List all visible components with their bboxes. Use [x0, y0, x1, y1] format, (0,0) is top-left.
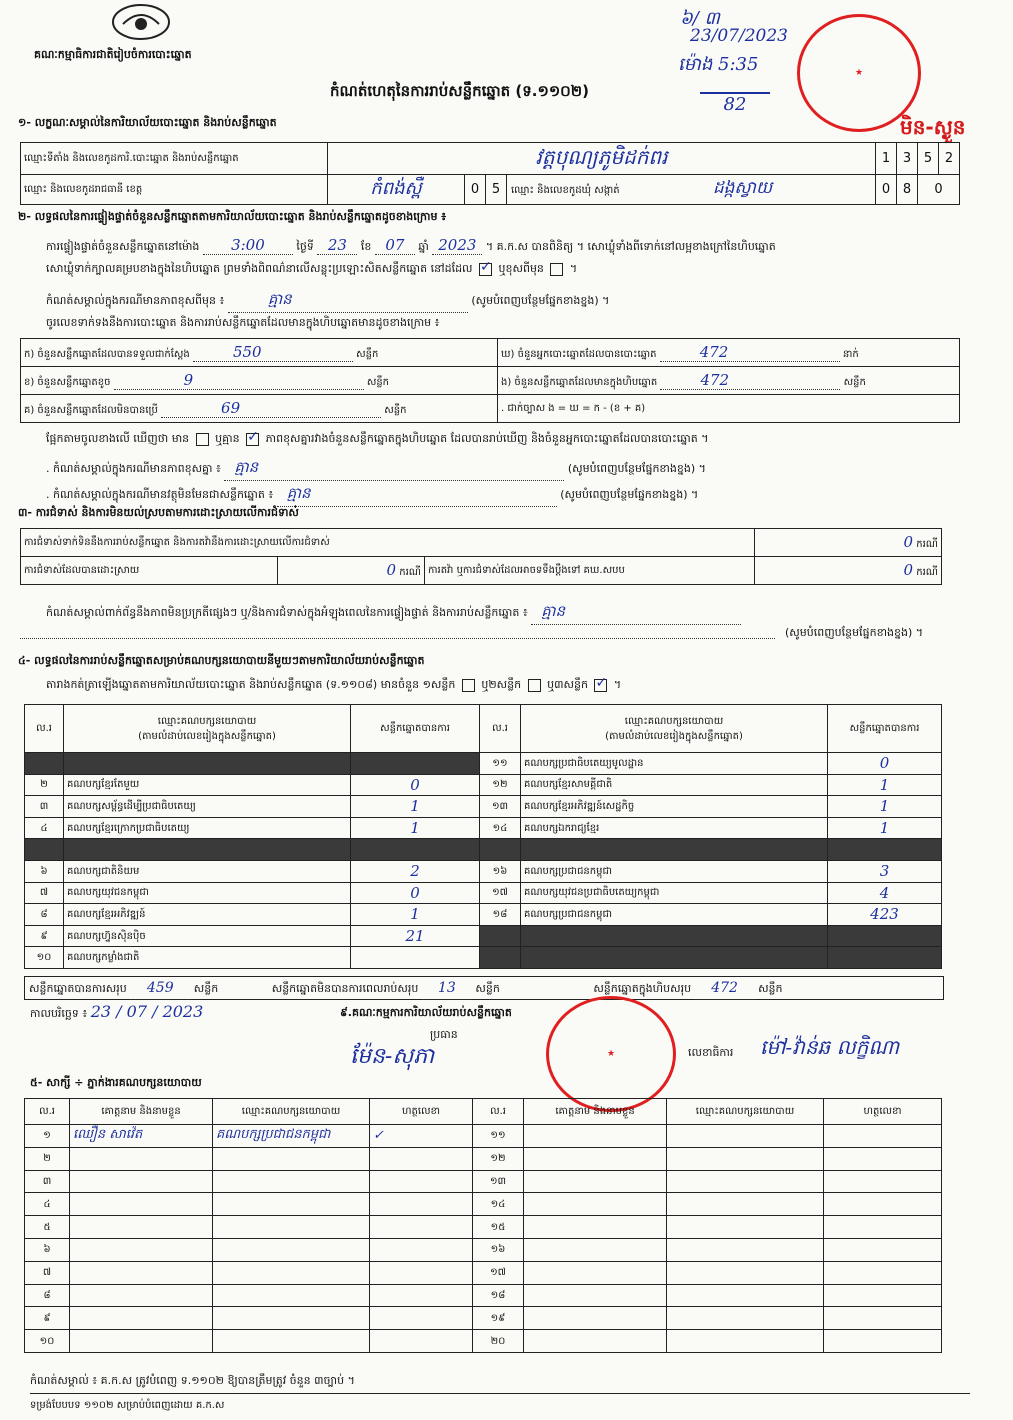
verification-year: 2023 [432, 236, 482, 255]
witness-party-cell: គណបក្សប្រជាជនកម្ពុជា [213, 1125, 370, 1148]
foreign-object-note-line [46, 484, 698, 507]
voters-value: 472 [660, 343, 840, 362]
witness-no-cell: ១៨ [473, 1284, 524, 1307]
difference-note-line [46, 290, 609, 313]
party-votes-cell: 3 [828, 860, 942, 882]
party-name-cell [521, 839, 828, 861]
party-votes-cell [351, 947, 480, 969]
party-votes-cell: 1 [828, 796, 942, 818]
total-invalid-label: សន្លឹកឆ្នោតមិនបានការពេលរាប់សរុប [271, 982, 419, 995]
party-votes-cell: 1 [828, 817, 942, 839]
party-votes-cell: 0 [828, 753, 942, 775]
witness-col-no: ល.រ [25, 1099, 70, 1125]
witness-signature-cell [824, 1147, 942, 1170]
page-title: កំណត់ហេតុនៃការរាប់សន្លឹកឆ្នោត (ទ.១១០២) [330, 82, 590, 100]
party-name-cell: គណបក្សខ្មែរអភិវឌ្ឍន៍សេដ្ឋកិច្ច [521, 796, 828, 818]
section2-heading: ២- លទ្ធផលនៃការផ្ទៀងផ្ទាត់ចំនួនសន្លឹកឆ្នោតតាមការិយាល័យបោះឆ្នោត និងរាប់សន្លឹកឆ្នោតដូចខាងក្រោម ៖ [18, 210, 447, 223]
party-name-cell: គណបក្សយុវជនកម្ពុជា [64, 882, 351, 904]
witness-name-cell [70, 1307, 213, 1330]
witness-name-cell [70, 1170, 213, 1193]
witness-party-cell [667, 1307, 824, 1330]
party-row [25, 774, 942, 796]
party-votes-cell: 1 [351, 817, 480, 839]
witness-party-cell [213, 1261, 370, 1284]
party-votes-cell [828, 839, 942, 861]
witness-name-cell [524, 1261, 667, 1284]
witness-no-cell: ៤ [25, 1193, 70, 1216]
witness-party-cell [213, 1170, 370, 1193]
party-votes-cell [351, 839, 480, 861]
witness-signature-cell: ✓ [370, 1125, 473, 1148]
total-box-value: 472 [695, 977, 755, 1000]
secretary-label: លេខាធិការ [688, 1046, 734, 1059]
party-name-cell: គណបក្សខ្មែរតែមួយ [64, 774, 351, 796]
voters-row: ឃ) ចំនួនអ្នកបោះឆ្នោតដែលបានបោះឆ្នោត 472 នាក់ [498, 339, 960, 367]
witness-party-cell [213, 1193, 370, 1216]
irregularities-value: គ្មាន [531, 602, 741, 625]
witness-no-cell: ២ [25, 1147, 70, 1170]
party-name-cell: គណបក្សខ្មែរអភិវឌ្ឍន៍ [64, 904, 351, 926]
verification-time: 3:00 [203, 236, 293, 255]
witness-no-cell: ៩ [25, 1307, 70, 1330]
witness-signature-cell [824, 1307, 942, 1330]
witness-row [25, 1125, 942, 1148]
two-sheets-checkbox[interactable] [528, 679, 541, 692]
witness-name-cell: ឈឿន សាវ៉េត [70, 1125, 213, 1148]
witness-signature-cell [824, 1330, 942, 1353]
report-date-value: 23 / 07 / 2023 [90, 1002, 204, 1021]
party-votes-cell [828, 925, 942, 947]
witness-no-cell: ១៥ [473, 1216, 524, 1239]
witness-party-cell [213, 1307, 370, 1330]
appeal-value: 0 [903, 561, 914, 579]
resolved-label: ការជំទាស់ដែលបានដោះស្រាយ [21, 557, 278, 585]
party-no-cell [480, 839, 521, 861]
footer-divider [30, 1393, 970, 1394]
discrepancy-note-value: គ្មាន [224, 458, 564, 481]
party-name-cell: គណបក្សកម្លាំងជាតិ [64, 947, 351, 969]
ballot-figures-table [20, 338, 960, 423]
party-name-cell: គណបក្សខ្មែរក្រោកប្រជាធិបតេយ្យ [64, 817, 351, 839]
witness-signature-cell [370, 1284, 473, 1307]
box-ballots-value: 472 [660, 371, 840, 390]
party-name-cell: គណបក្សសម្ព័ន្ធដើម្បីប្រជាធិបតេយ្យ [64, 796, 351, 818]
party-name-cell: គណបក្សខ្មែរសាមគ្គីជាតិ [521, 774, 828, 796]
witness-col-name: គោត្តនាម និងនាមខ្លួន [524, 1099, 667, 1125]
witness-no-cell: ១៣ [473, 1170, 524, 1193]
party-no-cell [25, 839, 64, 861]
witness-party-cell [667, 1125, 824, 1148]
chair-label: ប្រធាន [430, 1028, 458, 1041]
witness-name-cell [524, 1307, 667, 1330]
witness-name-cell [70, 1238, 213, 1261]
spoiled-ballots-value: 9 [114, 371, 364, 390]
difference-note-value: គ្មាន [228, 290, 468, 313]
section5-heading: ៥- សាក្សី ÷ ភ្នាក់ងារគណបក្សនយោបាយ [30, 1076, 202, 1089]
commune-name: ដង្កស្វាយ [712, 178, 773, 198]
resolved-count: 0 ករណី [278, 557, 425, 585]
witness-party-cell [213, 1330, 370, 1353]
commune-code-digit: 8 [897, 175, 918, 205]
office-code-digit: 5 [918, 143, 939, 175]
witness-signature-cell [370, 1261, 473, 1284]
witness-name-cell [70, 1330, 213, 1353]
witness-no-cell: ២០ [473, 1330, 524, 1353]
discrepancy-yes-checkbox[interactable] [196, 433, 209, 446]
verification-text: ។ គ.ក.ស បានពិនិត្យ ។ សោឃ្លុំទាំងពីទោក់នៅលម្អខាងក្រៅនៃហិបឆ្នោត [485, 240, 776, 253]
verification-day: 23 [317, 236, 357, 255]
witness-name-cell [524, 1170, 667, 1193]
party-row [25, 904, 942, 926]
witness-name-cell [70, 1193, 213, 1216]
province-label: ឈ្មោះ និងលេខកូដរាជធានី ខេត្ត [21, 175, 328, 205]
witness-row [25, 1330, 942, 1353]
party-row [25, 817, 942, 839]
party-no-cell: ១៦ [480, 860, 521, 882]
party-row [25, 947, 942, 969]
section3-heading: ៣- ការជំទាស់ និងការមិនយល់ស្របតាមការដោះស្រាយលើការជំទាស់ [18, 506, 299, 519]
witness-signature-cell [824, 1193, 942, 1216]
witness-party-cell [667, 1216, 824, 1239]
party-name-cell: គណបក្សប្រជាជនកម្ពុជា [521, 904, 828, 926]
discrepancy-text: ភាពខុសគ្នារវាងចំនួនសន្លឹកឆ្នោតក្នុងហិបឆ្នោត ដែលបានរាប់ឃើញ និងចំនួនអ្នកបោះឆ្នោតដែលបានបោះឆ្នោត ។ [265, 432, 709, 445]
witness-party-cell [213, 1216, 370, 1239]
witness-name-cell [70, 1216, 213, 1239]
col-no-header: ល.រ [480, 705, 521, 753]
total-box-label: សន្លឹកឆ្នោតក្នុងហិបសរុប [593, 982, 692, 995]
party-row [25, 796, 942, 818]
party-votes-cell [351, 753, 480, 775]
party-no-cell: ៣ [25, 796, 64, 818]
witness-row [25, 1170, 942, 1193]
witness-signature-cell [370, 1193, 473, 1216]
discrepancy-note-line [46, 458, 706, 481]
party-name-cell: គណបក្សប្រជាជនកម្ពុជា [521, 860, 828, 882]
corner-note-2: 23/07/2023 [690, 26, 788, 46]
count-committee-label: ៩.គណៈកម្មការការិយាល័យរាប់សន្លឹកឆ្នោត [340, 1006, 512, 1019]
witness-party-cell [213, 1238, 370, 1261]
witness-row [25, 1307, 942, 1330]
foreign-object-note-suffix: (សូមបំពេញបន្ថែមផ្នែកខាងខ្នង) ។ [560, 488, 699, 501]
col-votes-header: សន្លឹកឆ្នោតបានការ [828, 705, 942, 753]
witness-signature-cell [370, 1216, 473, 1239]
party-votes-cell: 1 [828, 774, 942, 796]
party-no-cell: ១៧ [480, 882, 521, 904]
witness-party-cell [667, 1193, 824, 1216]
party-table-header [25, 705, 942, 753]
resolved-value: 0 [386, 561, 397, 579]
party-no-cell: ១១ [480, 753, 521, 775]
party-no-cell: ៨ [25, 904, 64, 926]
witness-name-cell [524, 1216, 667, 1239]
party-votes-cell: 0 [351, 774, 480, 796]
corner-note-3: ម៉ោង 5:35 [678, 54, 759, 75]
witness-no-cell: ១០ [25, 1330, 70, 1353]
witness-col-no: ល.រ [473, 1099, 524, 1125]
party-votes-cell: 0 [351, 882, 480, 904]
col-party-header: ឈ្មោះគណបក្សនយោបាយ (តាមលំដាប់លេខរៀងក្នុងសន្លឹកឆ្នោត) [64, 705, 351, 753]
party-row [25, 925, 942, 947]
report-date-label: កាលបរិច្ឆេទ ៖ [30, 1007, 88, 1020]
witness-party-cell [667, 1147, 824, 1170]
witness-party-cell [667, 1330, 824, 1353]
two-sheets-label: ឬ២សន្លឹក [481, 678, 522, 691]
unused-ballots-row: គ) ចំនួនសន្លឹកឆ្នោតដែលមិនបានប្រើ 69 សន្លឹក [21, 395, 498, 423]
witness-row [25, 1147, 942, 1170]
party-name-cell: គណបក្សហ្វ៊ុនស៊ិនប៉ិច [64, 925, 351, 947]
commune-label: ឈ្មោះ និងលេខកូដឃុំ សង្កាត់ [511, 185, 620, 196]
secretary-signature: ម៉ៅ-វ៉ាន់ឆ លក្ខិណា [760, 1035, 900, 1059]
witness-no-cell: ១៤ [473, 1193, 524, 1216]
party-no-cell [480, 947, 521, 969]
ballot-figures-intro: ចូរលេខទាក់ទងនឹងការបោះឆ្នោត និងការរាប់សន្លឹកឆ្នោតដែលមានក្នុងហិបឆ្នោតមានដូចខាងក្រោម ៖ [46, 316, 440, 329]
received-ballots-value: 550 [193, 343, 353, 362]
tally-sheet-label: តារាងកត់ត្រាឡើងឆ្នោតតាមការិយាល័យបោះឆ្នោត និងរាប់សន្លឹកឆ្នោត (ទ.១១០៨) មានចំនួន ១សន្លឹក [46, 678, 456, 691]
office-id-table [20, 142, 960, 205]
party-votes-cell: 423 [828, 904, 942, 926]
witness-col-name: គោត្តនាម និងនាមខ្លួន [70, 1099, 213, 1125]
witness-row [25, 1261, 942, 1284]
party-no-cell: ២ [25, 774, 64, 796]
corner-note-1: ៦/ ៣ [680, 8, 720, 29]
witness-party-cell [667, 1238, 824, 1261]
party-votes-cell: 2 [351, 860, 480, 882]
party-name-cell [64, 753, 351, 775]
total-invalid-value: 13 [422, 977, 472, 1000]
commune-code-digit: 0 [918, 175, 960, 205]
seal-check-line: សោឃ្លុំទាក់ក្បាលគម្របខាងក្នុងនៃហិបឆ្នោត ព្រមទាំងពិពណ៌នាលើសន្លុះប្រឡោះសិតសន្លឹកឆ្នោត នៅដដែល ✓ ឬខុសពីមុន ។ [46, 262, 577, 278]
witness-table [24, 1098, 942, 1353]
office-name: វត្តបុណ្យភូមិដក់ពរ [328, 143, 876, 175]
difference-note-suffix: (សូមបំពេញបន្ថែមផ្នែកខាងខ្នង) ។ [471, 294, 610, 307]
changed-checkbox[interactable] [550, 263, 563, 276]
witness-signature-cell [824, 1284, 942, 1307]
box-ballots-row: ង) ចំនួនសន្លឹកឆ្នោតដែលមានក្នុងហិបឆ្នោត 472 សន្លឹក [498, 367, 960, 395]
witness-signature-cell [370, 1307, 473, 1330]
unused-ballots-value: 69 [161, 399, 381, 418]
totals-line: សន្លឹកឆ្នោតបានការសរុប 459 សន្លឹក សន្លឹកឆ្នោតមិនបានការពេលរាប់សរុប 13 សន្លឹក សន្លឹកឆ្នោតក្នុងហិបសរុប 472 សន្លឹក [24, 976, 944, 1000]
witness-row [25, 1193, 942, 1216]
verification-time-line [46, 236, 776, 256]
party-name-cell: គណបក្សយុវជនប្រជាធិបតេយ្យកម្ពុជា [521, 882, 828, 904]
discrepancy-note-suffix: (សូមបំពេញបន្ថែមផ្នែកខាងខ្នង) ។ [567, 462, 706, 475]
witness-signature-cell [824, 1216, 942, 1239]
witness-no-cell: ១២ [473, 1147, 524, 1170]
witness-name-cell [524, 1238, 667, 1261]
witness-signature-cell [824, 1170, 942, 1193]
witness-no-cell: ៧ [25, 1261, 70, 1284]
witness-no-cell: ៥ [25, 1216, 70, 1239]
discrepancy-yes-label: ផ្អែកតាមចូលខាងលើ ឃើញថា មាន [46, 432, 190, 445]
party-votes-cell [828, 947, 942, 969]
party-votes-cell: 4 [828, 882, 942, 904]
witness-no-cell: ៨ [25, 1284, 70, 1307]
province-name: កំពង់ស្ពឺ [328, 175, 465, 205]
irregularities-label: កំណត់សម្គាល់ពាក់ព័ន្ធនឹងភាពមិនប្រក្រតីផ្សេងៗ ឬ/និងការជំទាស់ក្នុងអំឡុងពេលនៃការផ្ទៀងផ្ទាត់ និងការរាប់សន្លឹកឆ្នោត ៖ [46, 606, 528, 619]
witness-signature-cell [824, 1238, 942, 1261]
irregularities-suffix: (សូមបំពេញបន្ថែមផ្នែកខាងខ្នង) ។ [785, 626, 924, 639]
year-label: ឆ្នាំ [418, 240, 429, 253]
witness-name-cell [70, 1147, 213, 1170]
witness-signature-cell [370, 1238, 473, 1261]
foreign-object-note-value: គ្មាន [277, 484, 557, 507]
party-votes-cell: 1 [351, 904, 480, 926]
office-code-digit: 2 [939, 143, 960, 175]
party-no-cell: ៩ [25, 925, 64, 947]
commune-field [507, 175, 876, 205]
col-party-header: ឈ្មោះគណបក្សនយោបាយ (តាមលំដាប់លេខរៀងក្នុងសន្លឹកឆ្នោត) [521, 705, 828, 753]
section4-heading: ៤- លទ្ធផលនៃការរាប់សន្លឹកឆ្នោតសម្រាប់គណបក្សនយោបាយនីមួយៗតាមការិយាល័យរាប់សន្លឹកឆ្នោត [18, 654, 425, 667]
party-votes-cell: 1 [351, 796, 480, 818]
witness-col-party: ឈ្មោះគណបក្សនយោបាយ [667, 1099, 824, 1125]
witness-name-cell [524, 1147, 667, 1170]
report-date-line [30, 1002, 203, 1023]
witness-party-cell [667, 1284, 824, 1307]
complaints-label: ការជំទាស់ទាក់ទិននឹងការរាប់សន្លឹកឆ្នោត និងការតវ៉ានឹងការដោះស្រាយលើការជំទាស់ [21, 529, 755, 557]
party-name-cell: គណបក្សជាតិនិយម [64, 860, 351, 882]
province-code-digit: 0 [465, 175, 486, 205]
party-results-table [24, 704, 942, 969]
witness-col-signature: ហត្ថលេខា [370, 1099, 473, 1125]
seal-check-text: សោឃ្លុំទាក់ក្បាលគម្របខាងក្នុងនៃហិបឆ្នោត ព្រមទាំងពិពណ៌នាលើសន្លុះប្រឡោះសិតសន្លឹកឆ្នោត នៅដដែល [46, 262, 473, 275]
appeal-count: 0 ករណី [755, 557, 942, 585]
irregularities-continuation [20, 628, 775, 639]
witness-row [25, 1238, 942, 1261]
party-no-cell: ១០ [25, 947, 64, 969]
commune-seal-icon: ★ [797, 14, 921, 132]
complaints-table [20, 528, 942, 585]
party-no-cell [480, 925, 521, 947]
witness-col-party: ឈ្មោះគណបក្សនយោបាយ [213, 1099, 370, 1125]
office-seal-icon: ★ [546, 996, 676, 1112]
witness-party-cell [213, 1147, 370, 1170]
province-code-digit: 5 [486, 175, 507, 205]
party-row [25, 882, 942, 904]
difference-note-label: កំណត់សម្គាល់ក្នុងករណីមានភាពខុសពីមុន ៖ [46, 294, 225, 307]
corner-mark: 82 [700, 92, 770, 115]
discrepancy-check-line [46, 432, 708, 448]
witness-party-cell [667, 1261, 824, 1284]
party-row [25, 753, 942, 775]
party-name-cell [521, 925, 828, 947]
party-name-cell [64, 839, 351, 861]
witness-no-cell: ១៦ [473, 1238, 524, 1261]
col-votes-header: សន្លឹកឆ្នោតបានការ [351, 705, 480, 753]
discrepancy-note-label: . កំណត់សម្គាល់ក្នុងករណីមានភាពខុសគ្នា ៖ [46, 462, 221, 475]
formula-row: . ជាក់ច្បាស ង = ឃ = ក - (ខ + គ) [498, 395, 960, 423]
complaints-value: 0 [903, 533, 914, 551]
witness-name-cell [524, 1193, 667, 1216]
spoiled-ballots-row: ខ) ចំនួនសន្លឹកឆ្នោតខូច 9 សន្លឹក [21, 367, 498, 395]
unchanged-checkbox[interactable] [479, 263, 492, 276]
witness-header [25, 1099, 942, 1125]
witness-name-cell [524, 1125, 667, 1148]
party-row [25, 860, 942, 882]
section1-heading: ១- លក្ខណៈសម្គាល់នៃការិយាល័យបោះឆ្នោត និងរាប់សន្លឹកឆ្នោត [18, 116, 277, 129]
witness-party-cell [213, 1284, 370, 1307]
chair-signature: ម៉ែន-សុភា [350, 1044, 435, 1069]
party-name-cell [521, 947, 828, 969]
irregularities-line [46, 602, 741, 625]
day-label: ថ្ងៃទី [296, 240, 314, 253]
witness-name-cell [524, 1284, 667, 1307]
witness-signature-cell [370, 1330, 473, 1353]
footer-form: ទម្រង់បែបបទ ១១០២ សម្រាប់បំពេញដោយ គ.ក.ស [30, 1400, 225, 1411]
received-ballots-row: ក) ចំនួនសន្លឹកឆ្នោតដែលបានទទួលជាក់ស្តែង 550 សន្លឹក [21, 339, 498, 367]
witness-no-cell: ៦ [25, 1238, 70, 1261]
witness-col-signature: ហត្ថលេខា [824, 1099, 942, 1125]
foreign-object-note-label: . កំណត់សម្គាល់ក្នុងករណីមានវត្ថុមិនមែនជាសន្លឹកឆ្នោត ៖ [46, 488, 274, 501]
witness-signature-cell [824, 1261, 942, 1284]
verification-time-label: ការផ្ទៀងផ្ទាត់ចំនួនសន្លឹកឆ្នោតនៅម៉ោង [46, 240, 200, 253]
appeal-label: ការតវ៉ា ឬការជំទាស់ដែលអាចទទឹងប្តឹងទៅ គឃ.សបប [425, 557, 755, 585]
witness-signature-cell [824, 1125, 942, 1148]
party-no-cell: ៧ [25, 882, 64, 904]
footer-note: កំណត់សម្គាល់ ៖ គ.ក.ស ត្រូវបំពេញ ទ.១១០២ ឱ្យបានត្រឹមត្រូវ ចំនួន ៣ច្បាប់ ។ [30, 1374, 355, 1387]
month-label: ខែ [360, 240, 372, 253]
one-sheet-checkbox[interactable] [462, 679, 475, 692]
witness-name-cell [524, 1330, 667, 1353]
witness-no-cell: ១១ [473, 1125, 524, 1148]
discrepancy-no-label: ឬគ្មាន [215, 432, 240, 445]
witness-no-cell: ១៩ [473, 1307, 524, 1330]
party-row [25, 839, 942, 861]
three-sheets-checkbox[interactable] [594, 679, 607, 692]
witness-signature-cell [370, 1147, 473, 1170]
stamp-text: មិន-ស្ងួន [900, 115, 966, 139]
three-sheets-label: ឬ៣សន្លឹក [547, 678, 588, 691]
complaints-count: 0 ករណី [755, 529, 942, 557]
verification-month: 07 [375, 236, 415, 255]
office-code-digit: 3 [897, 143, 918, 175]
party-name-cell: គណបក្សឯករាជ្យខ្មែរ [521, 817, 828, 839]
party-no-cell: ១៣ [480, 796, 521, 818]
committee-name: គណៈកម្មាធិការជាតិរៀបចំការបោះឆ្នោត [34, 48, 192, 61]
witness-row [25, 1216, 942, 1239]
witness-signature-cell [370, 1170, 473, 1193]
party-no-cell [25, 753, 64, 775]
party-no-cell: ៦ [25, 860, 64, 882]
party-votes-cell: 21 [351, 925, 480, 947]
tally-sheet-line: តារាងកត់ត្រាឡើងឆ្នោតតាមការិយាល័យបោះឆ្នោត និងរាប់សន្លឹកឆ្នោត (ទ.១១០៨) មានចំនួន ១សន្លឹក ឬ២សន្លឹក ឬ៣សន្លឹក ✓ ។ [46, 678, 621, 694]
changed-label: ឬខុសពីមុន [498, 262, 544, 275]
party-no-cell: ៤ [25, 817, 64, 839]
witness-row [25, 1284, 942, 1307]
col-no-header: ល.រ [25, 705, 64, 753]
total-valid-value: 459 [130, 977, 190, 1000]
party-name-cell: គណបក្សប្រជាធិបតេយ្យមូលដ្ឋាន [521, 753, 828, 775]
national-emblem-icon [108, 2, 174, 42]
discrepancy-no-checkbox[interactable] [246, 433, 259, 446]
total-valid-label: សន្លឹកឆ្នោតបានការសរុប [29, 982, 127, 995]
witness-name-cell [70, 1261, 213, 1284]
commune-code-digit: 0 [876, 175, 897, 205]
party-no-cell: ១៨ [480, 904, 521, 926]
witness-no-cell: ១៧ [473, 1261, 524, 1284]
witness-no-cell: ១ [25, 1125, 70, 1148]
witness-name-cell [70, 1284, 213, 1307]
witness-party-cell [667, 1170, 824, 1193]
office-label: ឈ្មោះទីតាំង និងលេខកូដការិ.បោះឆ្នោត និងរាប់សន្លឹកឆ្នោត [21, 143, 328, 175]
party-no-cell: ១២ [480, 774, 521, 796]
party-no-cell: ១៤ [480, 817, 521, 839]
office-code-digit: 1 [876, 143, 897, 175]
witness-no-cell: ៣ [25, 1170, 70, 1193]
